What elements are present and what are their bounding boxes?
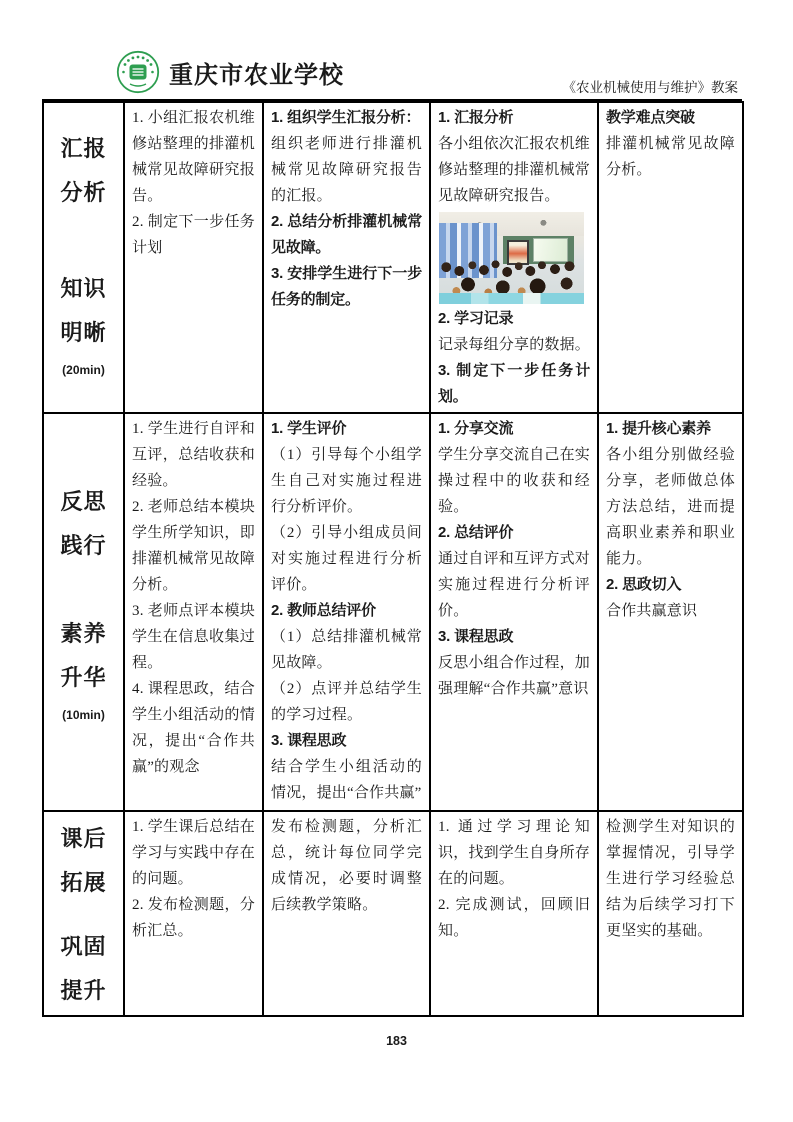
cell-student-activity-3 (124, 811, 263, 1016)
table-row-after-class (43, 811, 743, 1016)
stage-name (46, 480, 121, 568)
photo-desks (439, 293, 584, 304)
stage-duration: (10min) (62, 708, 105, 722)
paragraph: 3. 老师点评本模块学生在信息收集过程。 (132, 603, 255, 671)
paragraph-heading: 2. 总结评价 (438, 524, 514, 541)
paragraph: （2）引导小组成员间对实施过程进行分析评价。 (271, 525, 422, 593)
stage-line: 巩固 (60, 934, 107, 959)
paragraph: （1）引导每个小组学生自己对实施过程进行分析评价。 (271, 447, 422, 515)
school-seal-icon (116, 50, 160, 94)
table-row-report-analysis (43, 102, 743, 413)
stage-name (46, 127, 121, 215)
paragraph-heading: 1. 组织学生汇报分析： (271, 109, 421, 126)
cell-student-activity-1 (124, 102, 263, 413)
paragraph-heading: 1. 汇报分析 (438, 109, 514, 126)
paragraph-heading: 2. 学习记录 (438, 310, 514, 327)
paragraph: 排灌机械常见故障分析。 (606, 136, 735, 178)
stage-name (46, 925, 121, 1013)
stage-line: 课后 (60, 826, 107, 851)
paragraph: 各小组依次汇报农机维修站整理的排灌机械常见故障研究报告。 (438, 136, 591, 204)
cell-teacher-activity-3 (263, 811, 430, 1016)
stage-line: 汇报 (60, 136, 107, 161)
cell-design-intent-3 (598, 811, 743, 1016)
stage-duration: (20min) (62, 363, 105, 377)
paragraph-heading: 1. 分享交流 (438, 420, 514, 437)
stage-line: 践行 (60, 533, 107, 558)
page-header (42, 0, 742, 101)
paragraph: 发布检测题，分析汇总，统计每位同学完成情况，必要时调整后续教学策略。 (271, 819, 422, 913)
paragraph: 2. 完成测试，回顾旧知。 (438, 897, 590, 939)
stage-line: 明晰 (60, 320, 107, 345)
cell-teacher-activity-2 (263, 413, 430, 811)
stage-line: 拓展 (60, 870, 107, 895)
paragraph: 2. 老师总结本模块学生所学知识，即排灌机械常见故障分析。 (132, 499, 255, 593)
cell-stage-1 (43, 102, 124, 413)
school-brand (116, 50, 344, 94)
paragraph-heading: 3. 安排学生进行下一步任务的制定。 (271, 265, 422, 308)
paragraph: 1. 小组汇报农机维修站整理的排灌机械常见故障研究报告。 (132, 110, 255, 204)
stage-line: 反思 (60, 489, 107, 514)
cell-process-activity-1 (430, 102, 598, 413)
paragraph-heading: 1. 学生评价 (271, 420, 347, 437)
school-name: 重庆市农业学校 (169, 62, 344, 89)
stage-line: 提升 (60, 978, 107, 1003)
lesson-plan-table (42, 101, 744, 1017)
stage-name (46, 612, 121, 700)
stage-line: 升华 (60, 665, 107, 690)
classroom-photo (439, 212, 584, 304)
paragraph: 合作共赢意识 (606, 603, 698, 619)
paragraph: 检测学生对知识的掌握情况，引导学生进行学习经验总结为后续学习打下更坚实的基础。 (606, 819, 735, 939)
paragraph: 2. 发布检测题，分析汇总。 (132, 897, 255, 939)
stage-line: 分析 (60, 180, 107, 205)
paragraph-heading: 1. 提升核心素养 (606, 420, 711, 437)
paragraph-heading: 2. 思政切入 (606, 576, 682, 593)
cell-stage-2 (43, 413, 124, 811)
page-number: 183 (386, 1034, 407, 1048)
paragraph: 组织老师进行排灌机械常见故障研究报告的汇报。 (271, 136, 422, 204)
paragraph: 通过自评和互评方式对实施过程进行分析评价。 (438, 551, 591, 619)
stage-line: 素养 (60, 621, 107, 646)
paragraph: 学生分享交流自己在实操过程中的收获和经验。 (438, 447, 591, 515)
stage-name (46, 817, 121, 905)
paragraph: （2）点评并总结学生的学习过程。 (271, 681, 422, 723)
paragraph: 各小组分别做经验分享，老师做总体方法总结，进而提高职业素养和职业能力。 (606, 447, 735, 567)
cell-stage-3 (43, 811, 124, 1016)
stage-line: 知识 (60, 276, 107, 301)
paragraph: 记录每组分享的数据。 (438, 337, 591, 353)
paragraph: 1. 通过学习理论知识，找到学生自身所存在的问题。 (438, 819, 591, 887)
paragraph: 1. 学生进行自评和互评，总结收获和经验。 (132, 421, 255, 489)
cell-design-intent-1 (598, 102, 743, 413)
cell-process-activity-3 (430, 811, 598, 1016)
paragraph: 1. 学生课后总结在学习与实践中存在的问题。 (132, 819, 255, 887)
paragraph: 反思小组合作过程，加强理解“合作共赢”意识 (438, 655, 591, 697)
table-row-reflection (43, 413, 743, 811)
paragraph: 2. 制定下一步任务计划 (132, 214, 255, 256)
cell-design-intent-2 (598, 413, 743, 811)
cell-teacher-activity-1 (263, 102, 430, 413)
paragraph-heading: 3. 课程思政 (438, 628, 514, 645)
paragraph-heading: 3. 课程思政 (271, 732, 347, 749)
cell-process-activity-2 (430, 413, 598, 811)
paragraph: （1）总结排灌机械常见故障。 (271, 629, 422, 671)
paragraph: 4. 课程思政，结合学生小组活动的情况，提出“合作共赢”的观念 (132, 681, 255, 775)
cell-student-activity-2 (124, 413, 263, 811)
paragraph: 结合学生小组活动的情况，提出“合作共赢” (271, 759, 422, 801)
stage-name (46, 267, 121, 355)
document-title: 《农业机械使用与维护》教案 (562, 80, 738, 95)
paragraph-heading: 2. 总结分析排灌机械常见故障。 (271, 213, 422, 256)
paragraph-heading: 教学难点突破 (606, 109, 695, 126)
paragraph-heading: 2. 教师总结评价 (271, 602, 376, 619)
paragraph-heading: 3. 制定下一步任务计划。 (438, 362, 590, 405)
